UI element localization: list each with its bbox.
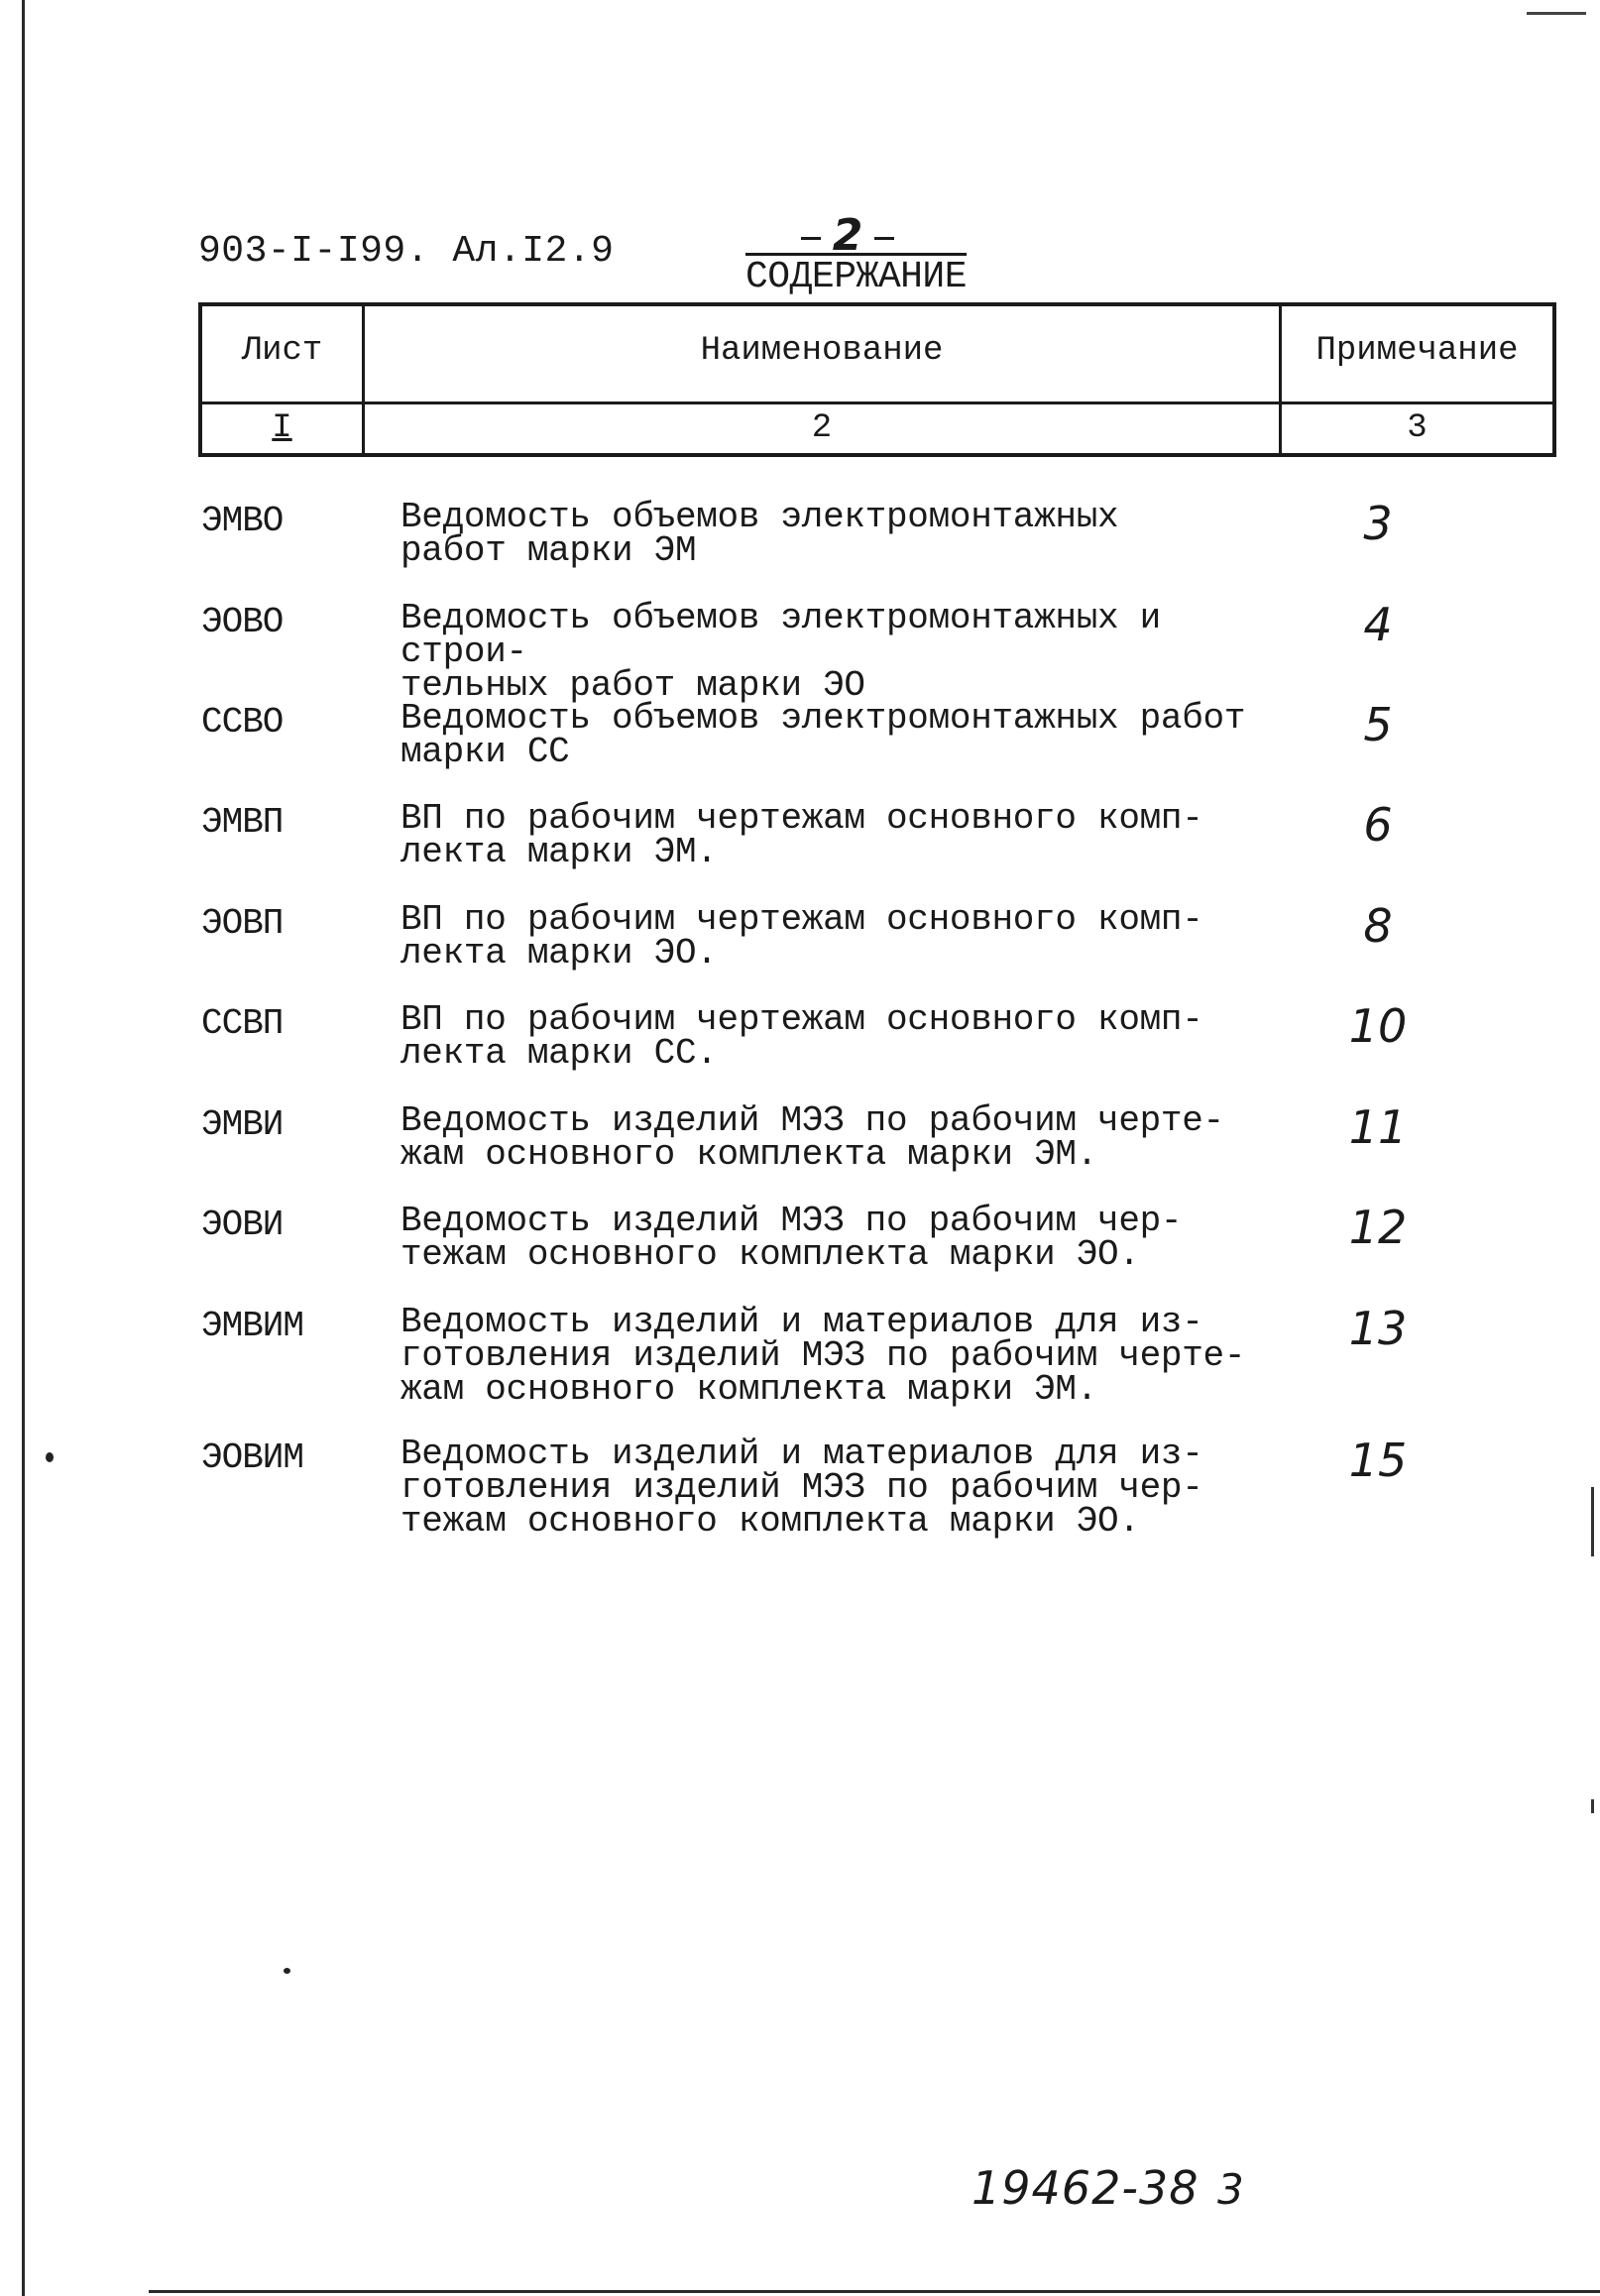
item-note: 3 [1363,497,1393,550]
sheet-number: 3 [1217,2165,1244,2214]
sheet-code: ССВО [201,702,284,743]
column-header-sheet: Лист [241,332,323,370]
table-top-rule [198,302,1556,306]
item-name: ВП по рабочим чертежам основного комп- лекта марки ЭО. [400,899,1203,974]
item-note: 15 [1348,1434,1408,1487]
scan-right-mark [1591,1487,1594,1556]
scan-speck [46,1452,54,1462]
column-number-1: I [272,409,292,447]
item-name: Ведомость объемов электромонтажных и строи- тельных работ марки ЭО [400,598,1161,706]
item-note: 5 [1363,698,1393,751]
scan-left-edge [22,0,25,2296]
page-title: СОДЕРЖАНИЕ [745,256,968,298]
page-number: 2 [753,210,942,261]
item-note: 13 [1348,1302,1408,1355]
sheet-code: ЭМВИМ [201,1306,304,1346]
column-header-note: Примечание [1315,332,1519,370]
item-name: Ведомость изделий и материалов для из- готовления изделий МЭЗ по рабочим чер- тежам основного комплекта марки ЭО. [400,1434,1203,1542]
sheet-code: ЭОВП [201,903,284,944]
sheet-code: ЭМВО [201,501,284,541]
item-note: 10 [1348,999,1408,1053]
document-code: 903-I-I99. Ал.I2.9 [198,230,615,273]
item-name: Ведомость объемов электромонтажных работ марки СС [400,698,1246,772]
item-name: ВП по рабочим чертежам основного комп- лекта марки СС. [400,999,1203,1074]
sheet-code: ССВП [201,1003,284,1044]
item-name: ВП по рабочим чертежам основного комп- лекта марки ЭМ. [400,798,1203,872]
column-number-2: 2 [811,409,833,447]
item-name: Ведомость изделий МЭЗ по рабочим чер- тежам основного комплекта марки ЭО. [400,1201,1183,1275]
scan-speck [284,1968,290,1974]
table-bottom-rule [198,453,1556,457]
item-name: Ведомость изделий МЭЗ по рабочим черте- жам основного комплекта марки ЭМ. [400,1100,1224,1175]
sheet-code: ЭМВП [201,802,284,843]
scan-bottom-edge [149,2290,1600,2293]
table-mid-rule [198,402,1556,404]
column-number-3: 3 [1407,409,1428,447]
scan-right-mark [1591,1799,1594,1813]
item-name: Ведомость изделий и материалов для из- готовления изделий МЭЗ по рабочим черте- жам основного комплекта марки ЭМ. [400,1302,1246,1410]
table-right-rule [1552,302,1556,457]
column-header-name: Наименование [700,332,944,370]
item-note: 8 [1363,899,1393,953]
item-note: 12 [1348,1201,1408,1254]
sheet-code: ЭОВИМ [201,1437,304,1478]
sheet-code: ЭОВО [201,602,284,642]
item-note: 4 [1363,598,1393,651]
item-name: Ведомость объемов электромонтажных работ марки ЭМ [400,497,1119,571]
archive-number: 19462-38 [971,2161,1200,2215]
scan-top-mark [1527,12,1586,15]
item-note: 6 [1363,798,1393,852]
sheet-code: ЭОВИ [201,1205,284,1245]
sheet-code: ЭМВИ [201,1104,284,1145]
item-note: 11 [1348,1100,1408,1154]
table-header [198,302,1556,456]
